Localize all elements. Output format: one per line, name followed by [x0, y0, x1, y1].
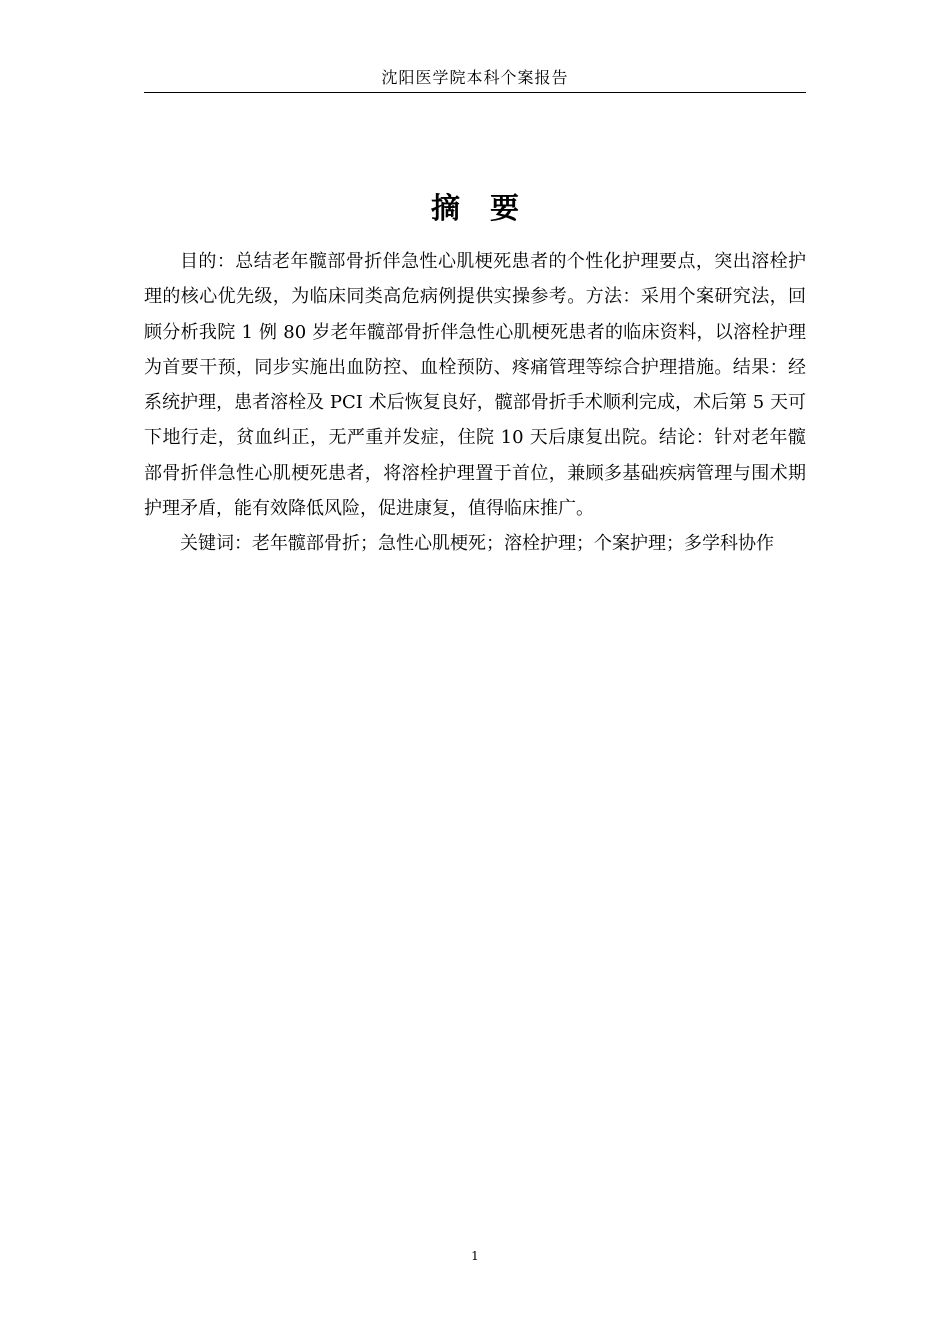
keywords-label: 关键词：: [180, 533, 252, 555]
abstract-paragraph: [144, 244, 806, 526]
method-text: 采用个案研究法，回顾分析我院 1 例 80 岁老年髋部骨折伴急性心肌梗死患者的临床资料，以溶栓护理为首要干预，同步实施出血防控、血栓预防、疼痛管理等综合护理措施。: [144, 286, 807, 378]
page-number: 1: [471, 1249, 479, 1263]
conclusion-text: 针对老年髋部骨折伴急性心肌梗死患者，将溶栓护理置于首位，兼顾多基础疾病管理与围术期护理矛盾，能有效降低风险，促进康复，值得临床推广。: [144, 427, 806, 520]
abstract-title-char-1: 摘: [430, 191, 460, 225]
abstract-title: [144, 188, 806, 228]
objective-label: 目的：: [180, 251, 236, 272]
keywords-text: 老年髋部骨折；急性心肌梗死；溶栓护理；个案护理；多学科协作: [252, 533, 774, 555]
result-text: 经系统护理，患者溶栓及 PCI 术后恢复良好，髋部骨折手术顺利完成，术后第 5 天可下地行走，贫血纠正，无严重并发症，住院 10 天后康复出院。: [144, 356, 806, 449]
objective-text: 总结老年髋部骨折伴急性心肌梗死患者的个性化护理要点，突出溶栓护理的核心优先级，为临床同类高危病例提供实操参考。: [144, 251, 807, 308]
conclusion-label: 结论：: [658, 427, 715, 449]
abstract-title-char-2: 要: [490, 191, 520, 225]
result-label: 结果：: [732, 356, 788, 378]
method-label: 方法：: [585, 286, 641, 308]
running-header: 沈阳医学院本科个案报告: [144, 66, 806, 93]
keywords-paragraph: [144, 526, 806, 561]
abstract-body: [144, 244, 806, 562]
